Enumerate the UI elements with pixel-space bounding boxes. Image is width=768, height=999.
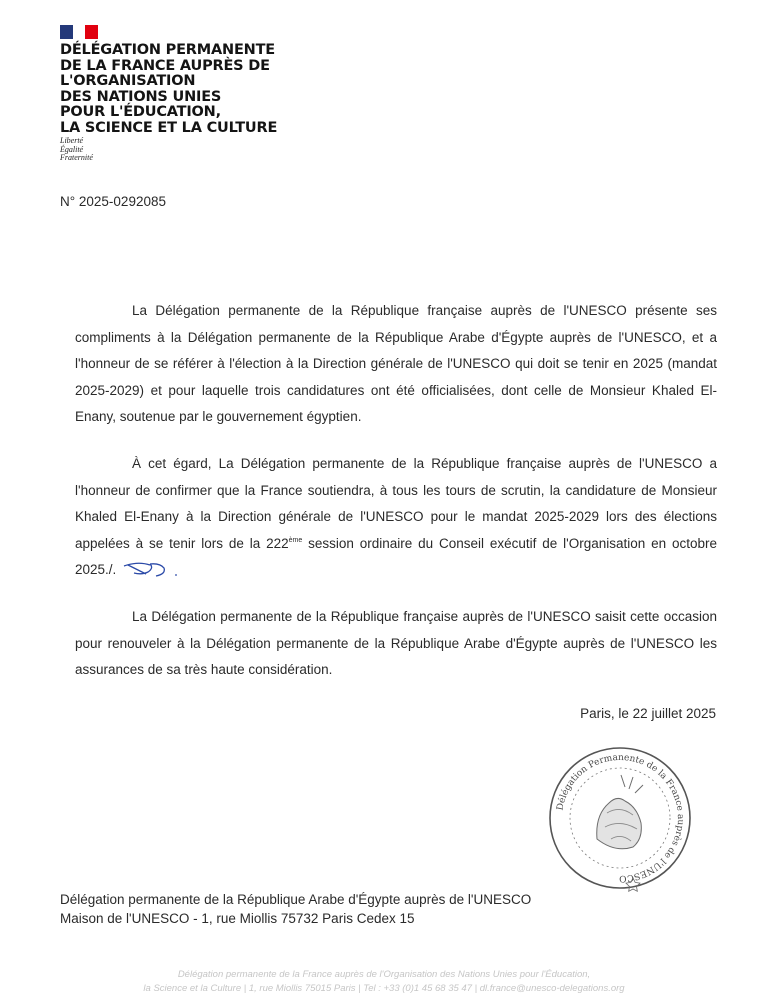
ordinal-suffix: ème [288,536,303,544]
paragraph-text: La Délégation permanente de la République française auprès de l'UNESCO saisit cette occasion pour renouveler à la Délégation permanente de la République Arabe d'Égypte auprès de l'UNESCO les assurances de sa très haute considération. [75,609,717,677]
french-republic-flag-logo [60,25,98,39]
recipient-address [60,890,531,928]
issuer-line: DES NATIONS UNIES [60,88,222,105]
paragraph-presentation [75,298,717,431]
paragraph-closing [75,604,717,684]
issuer-line: POUR L'ÉDUCATION, [60,104,221,120]
letterhead-footer [0,968,768,996]
republic-motto [60,137,93,163]
paragraph-text: session ordinaire du Conseil exécutif de l'Organisation en octobre 2025./. [75,535,717,577]
issuer-line: DE LA FRANCE AUPRÈS DE [60,57,270,74]
recipient-line: Délégation permanente de la République Arabe d'Égypte auprès de l'UNESCO [60,892,532,907]
issuer-line: DÉLÉGATION PERMANENTE [60,42,275,58]
reference-number: N° 2025-0292085 [60,194,166,209]
issuer-name [60,43,320,136]
footer-line: la Science et la Culture | 1, rue Miollis 75015 Paris | Tel : +33 (0)1 45 68 35 47 | dl.france@unesco-delegations.org [143,983,625,994]
recipient-line: Maison de l'UNESCO - 1, rue Miollis 75732 Paris Cedex 15 [60,911,415,926]
handwritten-initials-icon [120,560,180,580]
motto-line: Liberté [60,136,84,145]
motto-line: Fraternité [60,153,93,162]
paragraph-support [75,451,717,584]
issuer-line: L'ORGANISATION [60,73,196,89]
paragraph-text: La Délégation permanente de la République française auprès de l'UNESCO présente ses compliments à la Délégation permanente de la République Arabe d'Égypte auprès de l'UNESCO, et a l'honneur de se référer à l'élection à la Direction générale de l'UNESCO qui doit se tenir en 2025 (mandat 2025-2029) et pour laquelle trois candidatures ont été officialisées, dont celle de Monsieur Khaled El-Enany, soutenue par le gouvernement égyptien. [75,303,717,424]
place-and-date: Paris, le 22 juillet 2025 [580,706,716,721]
issuer-line: LA SCIENCE ET LA CULTURE [60,119,278,136]
official-seal-stamp [545,743,695,893]
footer-line: Délégation permanente de la France auprès de l'Organisation des Nations Unies pour l'Éducation, [177,969,591,980]
seal-text: Délégation Permanente de la France auprès de l'UNESCO [555,752,686,884]
paragraph-text: À cet égard, La Délégation permanente de la République française auprès de l'UNESCO a l'honneur de confirmer que la France soutiendra, à tous les tours de scrutin, la candidature de Monsieur Khaled El-Enany à la Direction générale de l'UNESCO pour le mandat 2025-2029 lors des élections appelées à se tenir lors de la 222 [75,456,717,551]
motto-line: Égalité [60,144,84,154]
